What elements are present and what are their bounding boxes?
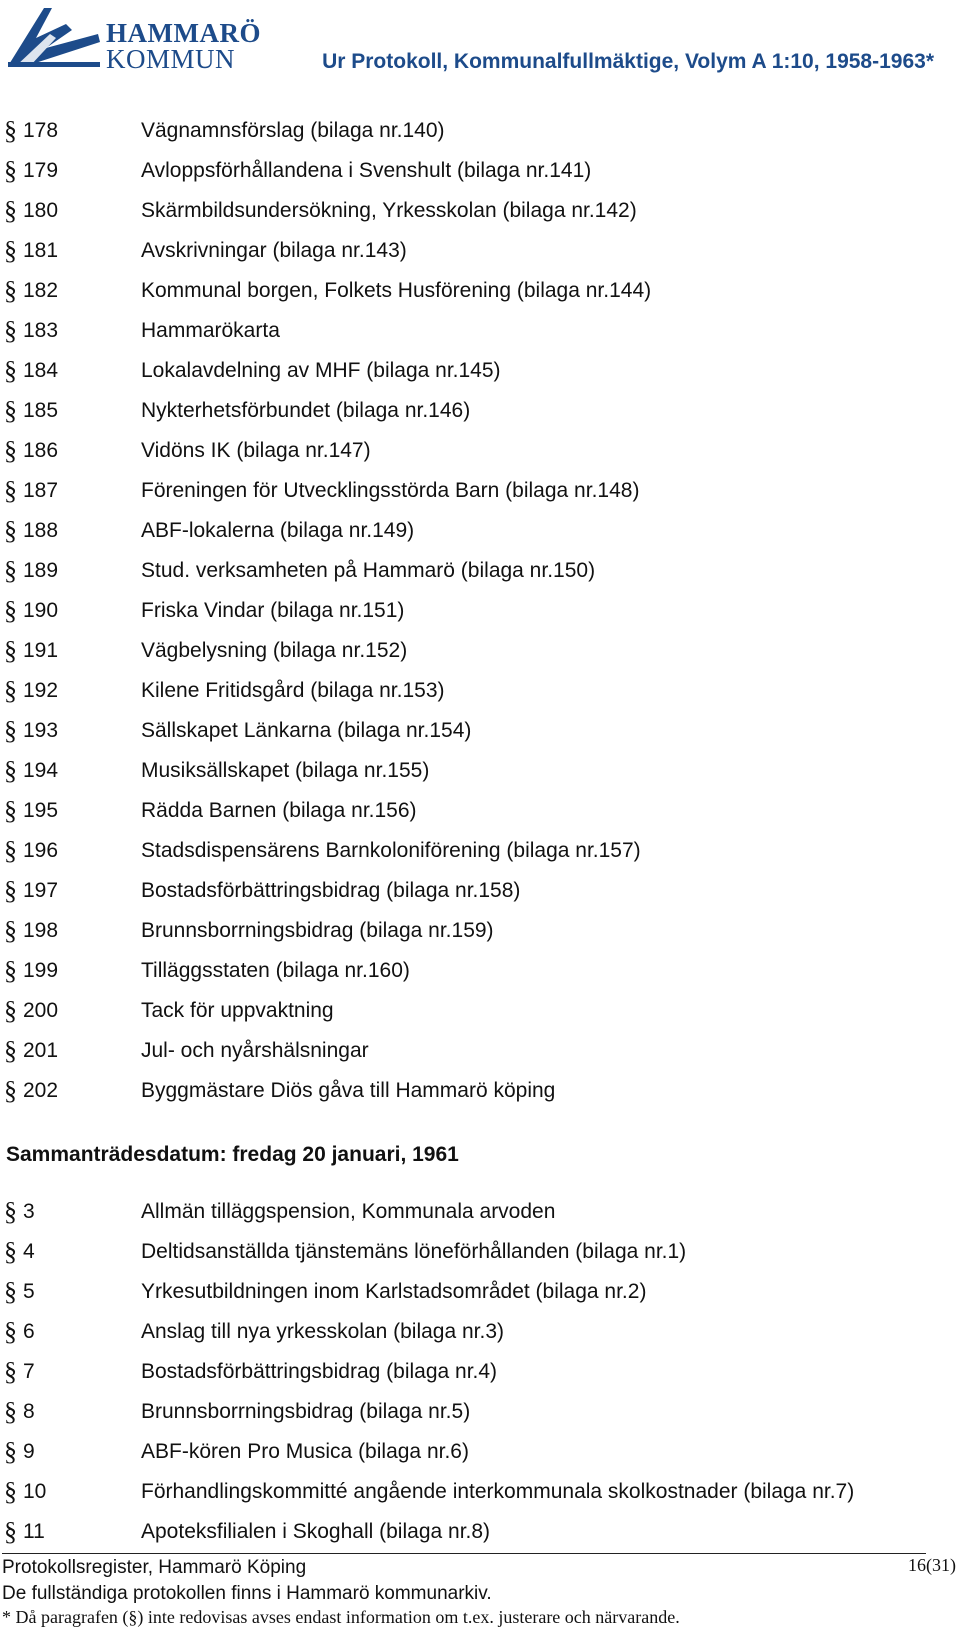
paragraph-title: ABF-lokalerna (bilaga nr.149) <box>141 519 415 542</box>
paragraph-number: 196 <box>23 839 59 862</box>
paragraph-title: Deltidsanställda tjänstemäns löneförhållanden (bilaga nr.1) <box>141 1240 687 1263</box>
document-title: Ur Protokoll, Kommunalfullmäktige, Volym A 1:10, 1958-1963* <box>322 50 934 73</box>
paragraph-entry <box>0 951 960 991</box>
paragraph-symbol: § <box>4 1397 17 1426</box>
paragraph-title: Musiksällskapet (bilaga nr.155) <box>141 759 430 782</box>
paragraph-title: Bostadsförbättringsbidrag (bilaga nr.4) <box>141 1360 498 1383</box>
paragraph-title: Kilene Fritidsgård (bilaga nr.153) <box>141 679 445 702</box>
paragraph-list-1961 <box>0 1192 960 1552</box>
paragraph-symbol: § <box>4 1197 17 1226</box>
paragraph-entry <box>0 471 960 511</box>
paragraph-symbol: § <box>4 316 17 345</box>
paragraph-entry <box>0 671 960 711</box>
paragraph-symbol: § <box>4 1357 17 1386</box>
paragraph-title: Bostadsförbättringsbidrag (bilaga nr.158) <box>141 879 521 902</box>
paragraph-number: 185 <box>23 399 59 422</box>
paragraph-symbol: § <box>4 876 17 905</box>
paragraph-symbol: § <box>4 836 17 865</box>
paragraph-number: 8 <box>23 1400 35 1423</box>
paragraph-title: Yrkesutbildningen inom Karlstadsområdet (bilaga nr.2) <box>141 1280 647 1303</box>
paragraph-number: 182 <box>23 279 59 302</box>
paragraph-title: Avskrivningar (bilaga nr.143) <box>141 239 407 262</box>
paragraph-entry <box>0 311 960 351</box>
paragraph-title: Lokalavdelning av MHF (bilaga nr.145) <box>141 359 501 382</box>
paragraph-entry <box>0 991 960 1031</box>
paragraph-title: Vidöns IK (bilaga nr.147) <box>141 439 371 462</box>
footer-footnote: * Då paragrafen (§) inte redovisas avses endast information om t.ex. justerare och närvarande. <box>2 1607 680 1627</box>
paragraph-number: 189 <box>23 559 59 582</box>
paragraph-entry <box>0 1352 960 1392</box>
paragraph-number: 184 <box>23 359 59 382</box>
paragraph-symbol: § <box>4 516 17 545</box>
paragraph-title: Skärmbildsundersökning, Yrkesskolan (bilaga nr.142) <box>141 199 637 222</box>
paragraph-symbol: § <box>4 196 17 225</box>
paragraph-entry <box>0 1031 960 1071</box>
paragraph-symbol: § <box>4 436 17 465</box>
paragraph-symbol: § <box>4 236 17 265</box>
paragraph-number: 200 <box>23 999 59 1022</box>
paragraph-symbol: § <box>4 556 17 585</box>
logo-line-2: KOMMUN <box>106 44 236 74</box>
paragraph-entry <box>0 1512 960 1552</box>
paragraph-symbol: § <box>4 396 17 425</box>
paragraph-entry <box>0 711 960 751</box>
paragraph-number: 4 <box>23 1240 35 1263</box>
paragraph-number: 201 <box>23 1039 59 1062</box>
paragraph-number: 9 <box>23 1440 35 1463</box>
paragraph-symbol: § <box>4 1317 17 1346</box>
page-footer <box>0 1551 960 1629</box>
meeting-date-heading: Sammanträdesdatum: fredag 20 januari, 1961 <box>6 1143 459 1166</box>
paragraph-list <box>0 111 960 1111</box>
paragraph-title: Tilläggsstaten (bilaga nr.160) <box>141 959 410 982</box>
page-header <box>0 0 960 84</box>
paragraph-number: 180 <box>23 199 59 222</box>
paragraph-number: 197 <box>23 879 59 902</box>
paragraph-number: 181 <box>23 239 59 262</box>
paragraph-number: 3 <box>23 1200 35 1223</box>
paragraph-symbol: § <box>4 796 17 825</box>
paragraph-symbol: § <box>4 1517 17 1546</box>
paragraph-symbol: § <box>4 1477 17 1506</box>
paragraph-symbol: § <box>4 1076 17 1105</box>
paragraph-title: Jul- och nyårshälsningar <box>141 1039 369 1062</box>
paragraph-number: 178 <box>23 119 59 142</box>
paragraph-title: Avloppsförhållandena i Svenshult (bilaga nr.141) <box>141 159 592 182</box>
paragraph-symbol: § <box>4 596 17 625</box>
logo-mark-icon <box>6 4 102 70</box>
paragraph-number: 6 <box>23 1320 35 1343</box>
paragraph-number: 191 <box>23 639 59 662</box>
footer-archive-note: De fullständiga protokollen finns i Hammarö kommunarkiv. <box>2 1583 492 1604</box>
paragraph-symbol: § <box>4 476 17 505</box>
paragraph-title: Kommunal borgen, Folkets Husförening (bilaga nr.144) <box>141 279 652 302</box>
paragraph-title: Brunnsborrningsbidrag (bilaga nr.5) <box>141 1400 471 1423</box>
paragraph-number: 199 <box>23 959 59 982</box>
paragraph-entry <box>0 1232 960 1272</box>
paragraph-number: 202 <box>23 1079 59 1102</box>
paragraph-symbol: § <box>4 116 17 145</box>
paragraph-entry <box>0 751 960 791</box>
paragraph-entry <box>0 791 960 831</box>
paragraph-number: 5 <box>23 1280 35 1303</box>
paragraph-entry <box>0 1312 960 1352</box>
paragraph-entry <box>0 271 960 311</box>
paragraph-entry <box>0 631 960 671</box>
paragraph-title: Hammarökarta <box>141 319 280 342</box>
paragraph-entry <box>0 1472 960 1512</box>
paragraph-number: 192 <box>23 679 59 702</box>
footer-divider <box>2 1553 926 1554</box>
paragraph-entry <box>0 511 960 551</box>
paragraph-number: 183 <box>23 319 59 342</box>
paragraph-number: 10 <box>23 1480 47 1503</box>
paragraph-entry <box>0 351 960 391</box>
paragraph-title: Tack för uppvaktning <box>141 999 334 1022</box>
paragraph-title: Byggmästare Diös gåva till Hammarö köping <box>141 1079 556 1102</box>
page-number: 16(31) <box>908 1555 956 1575</box>
paragraph-entry <box>0 1192 960 1232</box>
paragraph-symbol: § <box>4 716 17 745</box>
paragraph-title: Brunnsborrningsbidrag (bilaga nr.159) <box>141 919 494 942</box>
footer-register-title: Protokollsregister, Hammarö Köping <box>2 1557 307 1578</box>
paragraph-title: Stadsdispensärens Barnkoloniförening (bilaga nr.157) <box>141 839 641 862</box>
paragraph-symbol: § <box>4 276 17 305</box>
paragraph-title: Rädda Barnen (bilaga nr.156) <box>141 799 417 822</box>
paragraph-entry <box>0 111 960 151</box>
paragraph-symbol: § <box>4 916 17 945</box>
paragraph-number: 186 <box>23 439 59 462</box>
paragraph-symbol: § <box>4 996 17 1025</box>
paragraph-entry <box>0 231 960 271</box>
paragraph-title: Anslag till nya yrkesskolan (bilaga nr.3) <box>141 1320 505 1343</box>
paragraph-entry <box>0 151 960 191</box>
paragraph-entry <box>0 1432 960 1472</box>
paragraph-entry <box>0 591 960 631</box>
paragraph-entry <box>0 1071 960 1111</box>
paragraph-symbol: § <box>4 636 17 665</box>
paragraph-number: 193 <box>23 719 59 742</box>
paragraph-symbol: § <box>4 356 17 385</box>
paragraph-entry <box>0 191 960 231</box>
paragraph-title: Apoteksfilialen i Skoghall (bilaga nr.8) <box>141 1520 491 1543</box>
paragraph-title: Sällskapet Länkarna (bilaga nr.154) <box>141 719 472 742</box>
paragraph-number: 188 <box>23 519 59 542</box>
paragraph-title: Föreningen för Utvecklingsstörda Barn (bilaga nr.148) <box>141 479 640 502</box>
paragraph-entry <box>0 551 960 591</box>
paragraph-entry <box>0 431 960 471</box>
logo-line-1: HAMMARÖ <box>106 18 261 48</box>
paragraph-symbol: § <box>4 956 17 985</box>
paragraph-number: 7 <box>23 1360 35 1383</box>
paragraph-title: Nykterhetsförbundet (bilaga nr.146) <box>141 399 471 422</box>
paragraph-number: 187 <box>23 479 59 502</box>
paragraph-symbol: § <box>4 676 17 705</box>
paragraph-number: 198 <box>23 919 59 942</box>
paragraph-entry <box>0 911 960 951</box>
paragraph-symbol: § <box>4 1437 17 1466</box>
paragraph-number: 194 <box>23 759 59 782</box>
paragraph-symbol: § <box>4 156 17 185</box>
paragraph-symbol: § <box>4 1036 17 1065</box>
paragraph-number: 190 <box>23 599 59 622</box>
paragraph-entry <box>0 1272 960 1312</box>
paragraph-symbol: § <box>4 1277 17 1306</box>
paragraph-title: Stud. verksamheten på Hammarö (bilaga nr.150) <box>141 559 596 582</box>
paragraph-symbol: § <box>4 1237 17 1266</box>
paragraph-number: 179 <box>23 159 59 182</box>
paragraph-entry <box>0 831 960 871</box>
hammaro-kommun-logo <box>6 4 261 74</box>
paragraph-title: Vägnamnsförslag (bilaga nr.140) <box>141 119 445 142</box>
paragraph-entry <box>0 871 960 911</box>
paragraph-title: ABF-kören Pro Musica (bilaga nr.6) <box>141 1440 469 1463</box>
paragraph-title: Vägbelysning (bilaga nr.152) <box>141 639 408 662</box>
paragraph-entry <box>0 1392 960 1432</box>
paragraph-title: Friska Vindar (bilaga nr.151) <box>141 599 405 622</box>
paragraph-number: 11 <box>23 1520 45 1543</box>
paragraph-title: Allmän tilläggspension, Kommunala arvoden <box>141 1200 556 1223</box>
paragraph-entry <box>0 391 960 431</box>
paragraph-title: Förhandlingskommitté angående interkommunala skolkostnader (bilaga nr.7) <box>141 1480 855 1503</box>
paragraph-number: 195 <box>23 799 59 822</box>
paragraph-symbol: § <box>4 756 17 785</box>
